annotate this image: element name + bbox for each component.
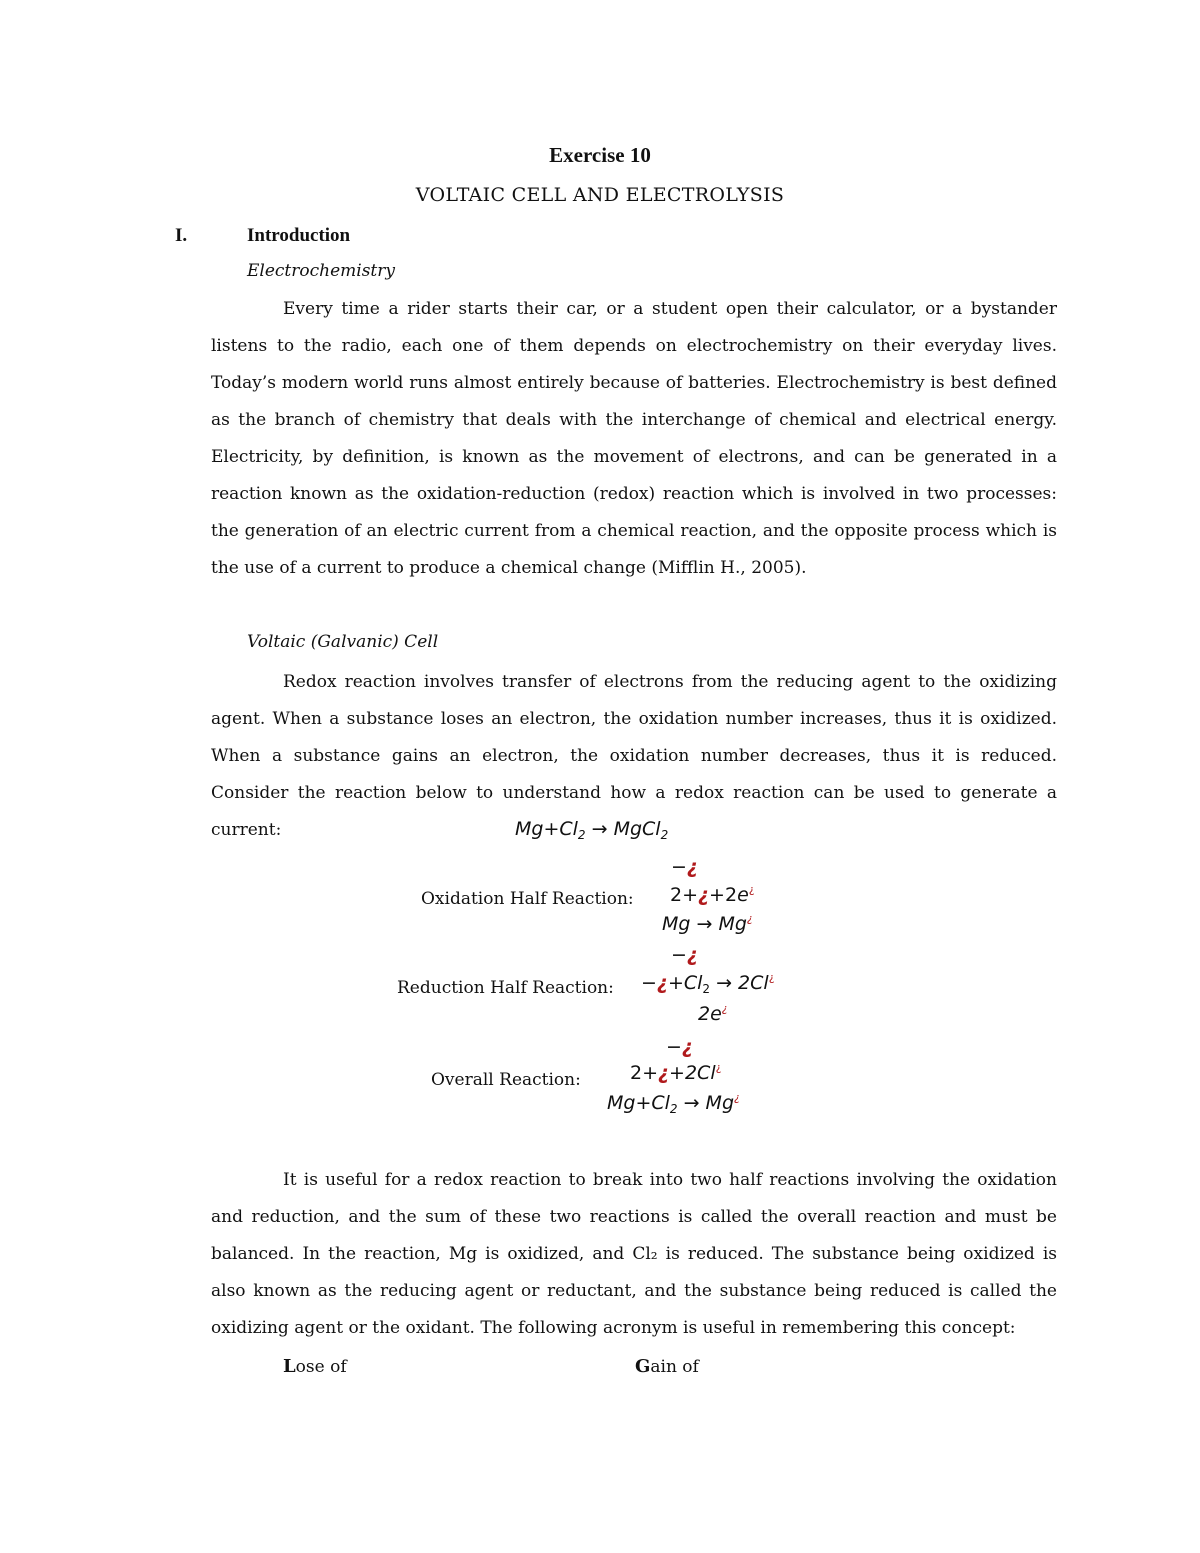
electrochemistry-paragraph: Every time a rider starts their car, or a student open their calculator, or a bystander listens to the radio, each one of them depends on electrochemistry on their everyday lives. Today’s modern world runs almost entirely because of batteries. Electrochemistry is best defined as the branch of chemistry that deals with the interchange of chemical and electrical energy. Electricity, by definition, is known as the movement of electrons, and can be generated in a reaction known as the oxidation-reduction (redox) reaction which is involved in two processes: the generation of an electric current from a chemical reaction, and the opposite process which is the use of a current to produce a chemical change (Mifflin H., 2005).	[211, 299, 1057, 578]
reduction-bottom-line	[698, 1002, 728, 1025]
oxidation-top-minus: −	[671, 856, 687, 878]
reduction-bot-a: 2e	[698, 1003, 722, 1025]
overall-top-line	[666, 1036, 693, 1058]
overall-top-minus: −	[666, 1036, 682, 1058]
overall-bot-a: Mg+Cl	[607, 1092, 670, 1114]
reduction-top-line	[671, 944, 698, 966]
reduction-mid-glyph: ¿	[656, 972, 668, 994]
reduction-mid-line	[641, 971, 775, 996]
acronym-right-rest: ain of	[650, 1357, 699, 1377]
oxidation-mid-e: e	[737, 884, 749, 906]
oxidation-mid-a: 2+	[670, 884, 699, 906]
overall-bot-sub: 2	[669, 1102, 678, 1116]
overall-bot-b: → Mg	[677, 1092, 735, 1114]
overall-label: Overall Reaction:	[431, 1070, 581, 1090]
oxidation-mid-sup: ¿	[748, 883, 755, 896]
overall-mid-b: +2Cl	[669, 1062, 716, 1084]
acronym-left-rest: ose of	[295, 1357, 347, 1377]
voltaic-heading: Voltaic (Galvanic) Cell	[247, 632, 439, 652]
oxidation-top-glyph: ¿	[686, 856, 698, 878]
overall-mid-sup: ¿	[715, 1061, 722, 1074]
voltaic-paragraph: Redox reaction involves transfer of electrons from the reducing agent to the oxidizing agent. When a substance loses an electron, the oxidation number increases, thus it is oxidized. When a substance gains an electron, the oxidation number decreases, thus it is reduced. Consider the reaction below to understand how a redox reaction can be used to generate a current:	[211, 672, 1057, 840]
main-equation-lhs-sub: 2	[577, 828, 586, 842]
oxidation-bot-sup: ¿	[746, 912, 753, 925]
overall-mid-glyph: ¿	[658, 1062, 670, 1084]
oxidation-top-line	[671, 856, 698, 878]
overall-bot-sup: ¿	[734, 1091, 740, 1104]
overall-mid-a: 2+	[630, 1062, 659, 1084]
reduction-top-minus: −	[671, 944, 687, 966]
acronym-right	[635, 1356, 699, 1377]
acronym-right-letter: G	[635, 1356, 651, 1377]
main-equation-rhs-sub: 2	[660, 828, 669, 842]
section-title: Introduction	[247, 225, 351, 246]
overall-mid-line	[630, 1061, 721, 1084]
oxidation-mid-line	[670, 883, 755, 906]
main-equation-lhs: Mg+Cl	[515, 818, 578, 840]
main-equation-rhs: MgCl	[613, 818, 661, 840]
acronym-left	[283, 1356, 347, 1377]
page-subtitle: VOLTAIC CELL AND ELECTROLYSIS	[415, 184, 785, 206]
reduction-mid-minus: −	[641, 972, 657, 994]
reduction-mid-b: → 2Cl	[710, 972, 769, 994]
reduction-mid-a: +Cl	[667, 972, 703, 994]
oxidation-mid-glyph: ¿	[698, 884, 710, 906]
reduction-top-glyph: ¿	[686, 944, 698, 966]
oxidation-mid-b: +2	[709, 884, 738, 906]
section-number: I.	[175, 225, 188, 246]
oxidation-bot-a: Mg → Mg	[662, 913, 747, 935]
main-equation-arrow: →	[585, 818, 614, 840]
electrochemistry-heading: Electrochemistry	[247, 261, 395, 281]
page-title: Exercise 10	[549, 143, 651, 167]
main-equation	[515, 818, 668, 842]
reduction-mid-sub: 2	[702, 982, 711, 996]
reduction-mid-sup: ¿	[768, 971, 775, 984]
reduction-bot-sup: ¿	[721, 1002, 728, 1015]
oxidation-label: Oxidation Half Reaction:	[421, 889, 634, 909]
reduction-label: Reduction Half Reaction:	[397, 978, 614, 998]
overall-bottom-line	[607, 1091, 740, 1116]
overall-top-glyph: ¿	[681, 1036, 693, 1058]
half-reactions-paragraph: It is useful for a redox reaction to break into two half reactions involving the oxidation and reduction, and the sum of these two reactions is called the overall reaction and must be balanced. In the reaction, Mg is oxidized, and Cl₂ is reduced. The substance being oxidized is also known as the reducing agent or reductant, and the substance being reduced is called the oxidizing agent or the oxidant. The following acronym is useful in remembering this concept:	[211, 1170, 1057, 1338]
acronym-left-letter: L	[283, 1356, 296, 1377]
oxidation-bottom-line	[662, 912, 753, 935]
